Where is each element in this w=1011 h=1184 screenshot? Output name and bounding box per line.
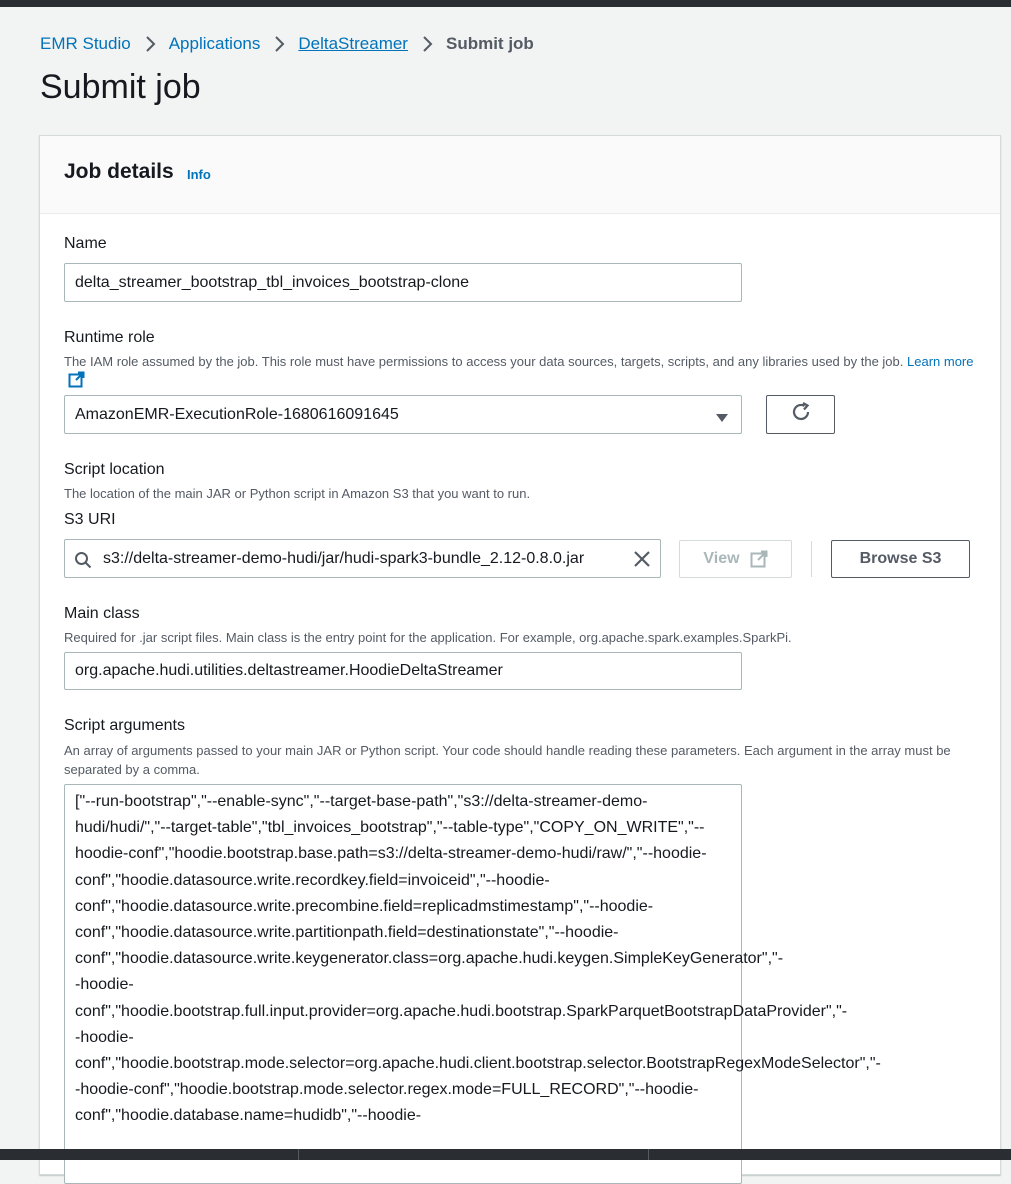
browse-s3-button[interactable]	[831, 540, 970, 578]
chevron-right-icon	[141, 34, 159, 54]
chevron-right-icon	[270, 34, 288, 54]
breadcrumb-emr-studio[interactable]: EMR Studio	[40, 34, 131, 53]
view-label: View	[703, 550, 740, 567]
main-class-label: Main class	[64, 605, 140, 622]
view-button[interactable]	[679, 540, 792, 578]
page-title: Submit job	[40, 68, 201, 106]
refresh-icon	[790, 401, 812, 428]
caret-down-icon	[715, 410, 729, 428]
learn-more-link[interactable]: Learn more	[907, 354, 974, 369]
runtime-role-value: AmazonEMR-ExecutionRole-1680616091645	[75, 405, 399, 423]
runtime-role-select[interactable]	[64, 395, 742, 434]
main-class-description: Required for .jar script files. Main class is the entry point for the application. For example, org.apache.spark.examples.SparkPi.	[64, 630, 792, 645]
breadcrumb-deltastreamer[interactable]: DeltaStreamer	[298, 34, 408, 53]
button-divider	[811, 541, 812, 577]
bottom-bar-divider	[298, 1149, 299, 1160]
breadcrumb	[40, 34, 534, 54]
job-details-panel	[39, 135, 1001, 1175]
breadcrumb-current: Submit job	[445, 34, 534, 53]
script-arguments-textarea[interactable]: ["--run-bootstrap","--enable-sync","--target-base-path","s3://delta-streamer-demo-hudi/hudi/","--target-table","tbl_invoices_bootstrap","--table-type","COPY_ON_WRITE","--hoodie-conf","hoodie.bootstrap.base.path=s3://delta-streamer-demo-hudi/raw/","--hoodie-conf","hoodie.datasource.write.recordkey.field=invoiceid","--hoodie-conf","hoodie.datasource.write.precombine.field=replicadmstimestamp","--hoodie-conf","hoodie.datasource.write.partitionpath.field=destinationstate","--hoodie-conf","hoodie.datasource.write.keygenerator.class=org.apache.hudi.keygen.SimpleKeyGenerator","--hoodie-conf","hoodie.bootstrap.full.input.provider=org.apache.hudi.bootstrap.SparkParquetBootstrapDataProvider","--hoodie-conf","hoodie.bootstrap.mode.selector=org.apache.hudi.client.bootstrap.selector.BootstrapRegexModeSelector","--hoodie-conf","hoodie.bootstrap.mode.selector.regex.mode=FULL_RECORD","--hoodie-conf","hoodie.database.name=hudidb","--hoodie-	[64, 784, 742, 1184]
info-link[interactable]: Info	[187, 167, 211, 182]
s3-uri-value: s3://delta-streamer-demo-hudi/jar/hudi-spark3-bundle_2.12-0.8.0.jar	[103, 549, 585, 567]
panel-header	[40, 136, 1000, 214]
s3-uri-label: S3 URI	[64, 511, 116, 528]
name-value: delta_streamer_bootstrap_tbl_invoices_bootstrap-clone	[75, 273, 470, 291]
bottom-bar	[0, 1149, 1011, 1160]
name-label: Name	[64, 235, 107, 252]
runtime-role-label: Runtime role	[64, 329, 155, 346]
runtime-role-description	[64, 352, 974, 393]
external-link-icon[interactable]	[68, 371, 85, 393]
bottom-bar-divider	[648, 1149, 649, 1160]
breadcrumb-applications[interactable]: Applications	[168, 34, 261, 53]
script-arguments-description: An array of arguments passed to your main JAR or Python script. Your code should handle reading these parameters. Each argument in the array must be separated by a comma.	[64, 743, 951, 777]
top-bar	[0, 0, 1011, 7]
panel-title: Job details	[64, 160, 174, 183]
script-location-description: The location of the main JAR or Python script in Amazon S3 that you want to run.	[64, 486, 531, 501]
browse-s3-label: Browse S3	[859, 550, 942, 567]
search-icon	[74, 551, 92, 574]
chevron-right-icon	[418, 34, 436, 54]
runtime-role-description-text: The IAM role assumed by the job. This role must have permissions to access your data sources, targets, scripts, and any libraries used by the job.	[64, 354, 904, 369]
s3-uri-input[interactable]	[64, 539, 661, 578]
external-link-icon	[750, 550, 768, 568]
main-class-value: org.apache.hudi.utilities.deltastreamer.HoodieDeltaStreamer	[75, 662, 503, 679]
script-location-label: Script location	[64, 461, 165, 478]
name-input[interactable]	[64, 263, 742, 302]
clear-icon[interactable]	[634, 551, 650, 572]
main-class-input[interactable]	[64, 652, 742, 690]
script-arguments-label: Script arguments	[64, 717, 185, 734]
refresh-roles-button[interactable]	[766, 395, 835, 434]
